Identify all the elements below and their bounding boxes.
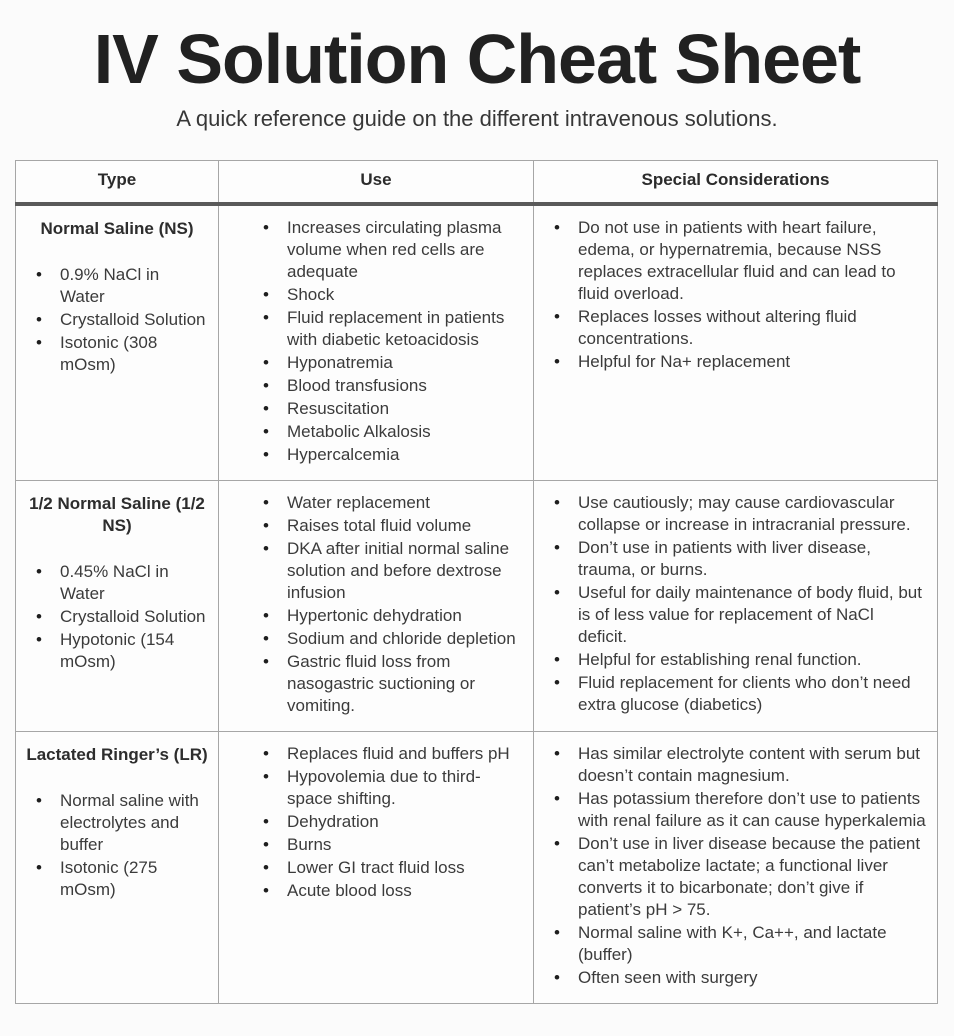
use-cell: [219, 480, 534, 731]
bullet-item: • Replaces losses without altering fluid concentrations.: [550, 306, 927, 350]
bullet-item: • Blood transfusions: [259, 375, 523, 397]
page-title: IV Solution Cheat Sheet: [93, 20, 861, 98]
type-cell: [16, 731, 219, 1003]
considerations-cell: [534, 204, 938, 481]
bullet-item: • Often seen with surgery: [550, 967, 927, 989]
bullet-item: • Normal saline with electrolytes and buffer: [32, 790, 208, 856]
bullet-item: • Gastric fluid loss from nasogastric suctioning or vomiting.: [259, 651, 523, 717]
bullet-item: • Water replacement: [259, 492, 523, 514]
bullet-item: • Crystalloid Solution: [32, 606, 208, 628]
bullet-item: • Dehydration: [259, 811, 523, 833]
type-cell: [16, 480, 219, 731]
bullet-item: • Replaces fluid and buffers pH: [259, 743, 523, 765]
page-subtitle: A quick reference guide on the different intravenous solutions.: [176, 105, 778, 131]
bullet-item: • Isotonic (308 mOsm): [32, 332, 208, 376]
bullet-item: • Shock: [259, 284, 523, 306]
bullet-item: • DKA after initial normal saline solution and before dextrose infusion: [259, 538, 523, 604]
table-header-row: [16, 160, 938, 204]
bullet-item: • Do not use in patients with heart failure, edema, or hypernatremia, because NSS replaces extracellular fluid and can lead to fluid overload.: [550, 217, 927, 305]
type-bullet-list: [32, 790, 208, 901]
solution-name: 1/2 Normal Saline (1/2 NS): [29, 493, 205, 535]
table-row: [16, 480, 938, 731]
considerations-bullet-list: [550, 743, 927, 989]
bullet-item: • Has similar electrolyte content with serum but doesn’t contain magnesium.: [550, 743, 927, 787]
bullet-item: • Normal saline with K+, Ca++, and lactate (buffer): [550, 922, 927, 966]
use-bullet-list: [259, 492, 523, 717]
use-bullet-list: [259, 217, 523, 466]
bullet-item: • Increases circulating plasma volume when red cells are adequate: [259, 217, 523, 283]
bullet-item: • Hypertonic dehydration: [259, 605, 523, 627]
bullet-item: • Helpful for establishing renal function.: [550, 649, 927, 671]
bullet-item: • Don’t use in patients with liver disease, trauma, or burns.: [550, 537, 927, 581]
bullet-item: • Has potassium therefore don’t use to patients with renal failure as it can cause hyperkalemia: [550, 788, 927, 832]
considerations-cell: [534, 480, 938, 731]
bullet-item: • 0.9% NaCl in Water: [32, 264, 208, 308]
bullet-item: • Sodium and chloride depletion: [259, 628, 523, 650]
bullet-item: • Lower GI tract fluid loss: [259, 857, 523, 879]
bullet-item: • Resuscitation: [259, 398, 523, 420]
iv-solution-table: [15, 160, 938, 1004]
bullet-item: • Crystalloid Solution: [32, 309, 208, 331]
column-header-use: Use: [219, 160, 534, 204]
column-header-type: Type: [16, 160, 219, 204]
bullet-item: • Hypovolemia due to third-space shifting.: [259, 766, 523, 810]
table-row: [16, 731, 938, 1003]
type-bullet-list: [32, 561, 208, 673]
use-cell: [219, 204, 534, 481]
bullet-item: • Isotonic (275 mOsm): [32, 857, 208, 901]
bullet-item: • Helpful for Na+ replacement: [550, 351, 927, 373]
type-cell: [16, 204, 219, 481]
use-cell: [219, 731, 534, 1003]
bullet-item: • Hypotonic (154 mOsm): [32, 629, 208, 673]
bullet-item: • Fluid replacement for clients who don’t need extra glucose (diabetics): [550, 672, 927, 716]
table-row: [16, 204, 938, 481]
bullet-item: • Use cautiously; may cause cardiovascular collapse or increase in intracranial pressure.: [550, 492, 927, 536]
bullet-item: • Acute blood loss: [259, 880, 523, 902]
bullet-item: • Hyponatremia: [259, 352, 523, 374]
column-header-special-considerations: Special Considerations: [534, 160, 938, 204]
considerations-cell: [534, 731, 938, 1003]
use-bullet-list: [259, 743, 523, 902]
bullet-item: • Metabolic Alkalosis: [259, 421, 523, 443]
bullet-item: • Raises total fluid volume: [259, 515, 523, 537]
considerations-bullet-list: [550, 492, 927, 716]
bullet-item: • Don’t use in liver disease because the patient can’t metabolize lactate; a functional liver converts it to bicarbonate; don’t give if patient’s pH > 75.: [550, 833, 927, 921]
bullet-item: • Burns: [259, 834, 523, 856]
solution-name: Normal Saline (NS): [40, 218, 194, 238]
bullet-item: • Hypercalcemia: [259, 444, 523, 466]
bullet-item: • 0.45% NaCl in Water: [32, 561, 208, 605]
type-bullet-list: [32, 264, 208, 376]
table-body: [16, 204, 938, 1004]
solution-name: Lactated Ringer’s (LR): [26, 744, 208, 764]
considerations-bullet-list: [550, 217, 927, 373]
bullet-item: • Fluid replacement in patients with diabetic ketoacidosis: [259, 307, 523, 351]
bullet-item: • Useful for daily maintenance of body fluid, but is of less value for replacement of NaCl deficit.: [550, 582, 927, 648]
